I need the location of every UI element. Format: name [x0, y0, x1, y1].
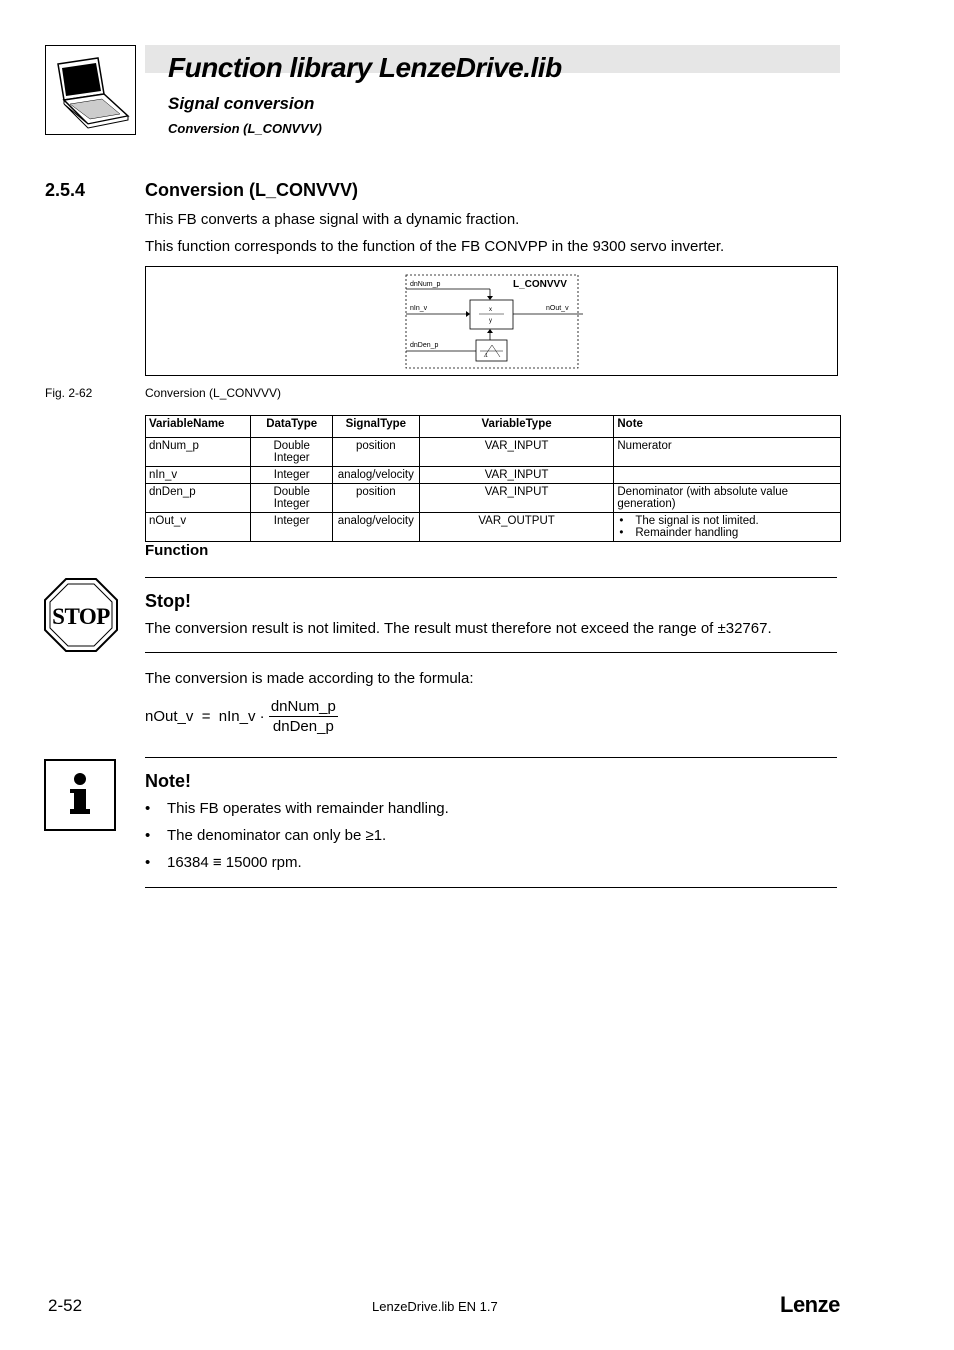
table-cell: analog/velocity: [332, 467, 419, 484]
abs-label: 1: [485, 353, 488, 359]
note-bullet: • The signal is not limited.: [617, 515, 837, 527]
lenze-logo: Lenze: [780, 1292, 840, 1317]
table-cell: VAR_INPUT: [419, 484, 614, 513]
section-title: Conversion (L_CONVVV): [145, 180, 359, 200]
table-cell: Integer: [251, 513, 332, 542]
function-block-diagram: [145, 266, 838, 376]
formula-denominator: dnDen_p: [272, 718, 334, 735]
table-header: Note: [614, 416, 841, 438]
table-header: VariableType: [419, 416, 614, 438]
block-name: L_CONVVV: [513, 279, 567, 290]
note-item: • The denominator can only be ≥1.: [145, 827, 387, 844]
page-subtitle: Signal conversion: [168, 94, 315, 113]
table-cell: VAR_OUTPUT: [419, 513, 614, 542]
variables-table: [145, 415, 841, 542]
mul-x-label: x: [489, 307, 492, 313]
page-title: Function library LenzeDrive.lib: [168, 52, 562, 83]
divider: [145, 652, 837, 653]
svg-text:STOP: STOP: [52, 604, 110, 629]
input-dnnum-label: dnNum_p: [410, 281, 441, 288]
input-nin-label: nIn_v: [410, 305, 428, 312]
conversion-formula: [145, 698, 338, 735]
table-cell: dnNum_p: [146, 438, 251, 467]
figure-caption: Conversion (L_CONVVV): [145, 386, 282, 400]
laptop-icon: [46, 46, 135, 134]
table-row: [146, 484, 841, 513]
diagram-svg: [146, 267, 837, 375]
table-header: SignalType: [332, 416, 419, 438]
table-row: [146, 513, 841, 542]
absolute-value-block: [476, 340, 507, 361]
table-cell: position: [332, 438, 419, 467]
note-title: Note!: [145, 771, 191, 791]
table-cell: dnDen_p: [146, 484, 251, 513]
note-item: • This FB operates with remainder handling.: [145, 800, 449, 817]
output-nout-label: nOut_v: [546, 305, 569, 312]
formula-intro: The conversion is made according to the formula:: [145, 670, 474, 687]
divider: [145, 577, 837, 578]
table-cell: Double Integer: [251, 484, 332, 513]
function-heading: Function: [145, 542, 209, 559]
table-header: DataType: [251, 416, 332, 438]
table-cell: [614, 513, 841, 542]
table-row: [146, 438, 841, 467]
table-cell: Integer: [251, 467, 332, 484]
figure-label: Fig. 2-62: [45, 386, 93, 400]
divider: [145, 887, 837, 888]
input-dnden-label: dnDen_p: [410, 342, 439, 349]
note-bullet: • Remainder handling: [617, 527, 837, 539]
info-icon: [44, 759, 116, 836]
table-header: VariableName: [146, 416, 251, 438]
page-number: 2-52: [48, 1296, 83, 1315]
formula-numerator: dnNum_p: [270, 698, 336, 715]
formula-fraction: [269, 698, 338, 735]
table-cell: VAR_INPUT: [419, 467, 614, 484]
table-cell: position: [332, 484, 419, 513]
document-id: LenzeDrive.lib EN 1.7: [372, 1299, 498, 1314]
table-cell: Double Integer: [251, 438, 332, 467]
divider: [145, 757, 837, 758]
table-cell: analog/velocity: [332, 513, 419, 542]
page-subsubtitle: Conversion (L_CONVVV): [168, 121, 322, 136]
table-row: [146, 467, 841, 484]
formula-lhs: nOut_v = nIn_v ·: [145, 708, 265, 725]
table-cell: VAR_INPUT: [419, 438, 614, 467]
stop-sign-icon: [44, 578, 118, 657]
table-cell: [614, 467, 841, 484]
stop-title: Stop!: [145, 591, 191, 611]
multiply-divide-block: [470, 300, 513, 329]
table-cell: nIn_v: [146, 467, 251, 484]
table-cell: Numerator: [614, 438, 841, 467]
table-cell: Denominator (with absolute value generation): [614, 484, 841, 513]
note-item: • 16384 ≡ 15000 rpm.: [145, 854, 302, 871]
stop-text: The conversion result is not limited. The result must therefore not exceed the range of ±32767.: [145, 620, 772, 637]
mul-y-label: y: [489, 318, 492, 324]
table-cell: nOut_v: [146, 513, 251, 542]
section-paragraph-2: This function corresponds to the function of the FB CONVPP in the 9300 servo inverter.: [145, 238, 725, 255]
table-header-row: [146, 416, 841, 438]
section-number: 2.5.4: [45, 180, 86, 200]
laptop-logo: [45, 45, 136, 135]
section-paragraph-1: This FB converts a phase signal with a dynamic fraction.: [145, 211, 520, 228]
